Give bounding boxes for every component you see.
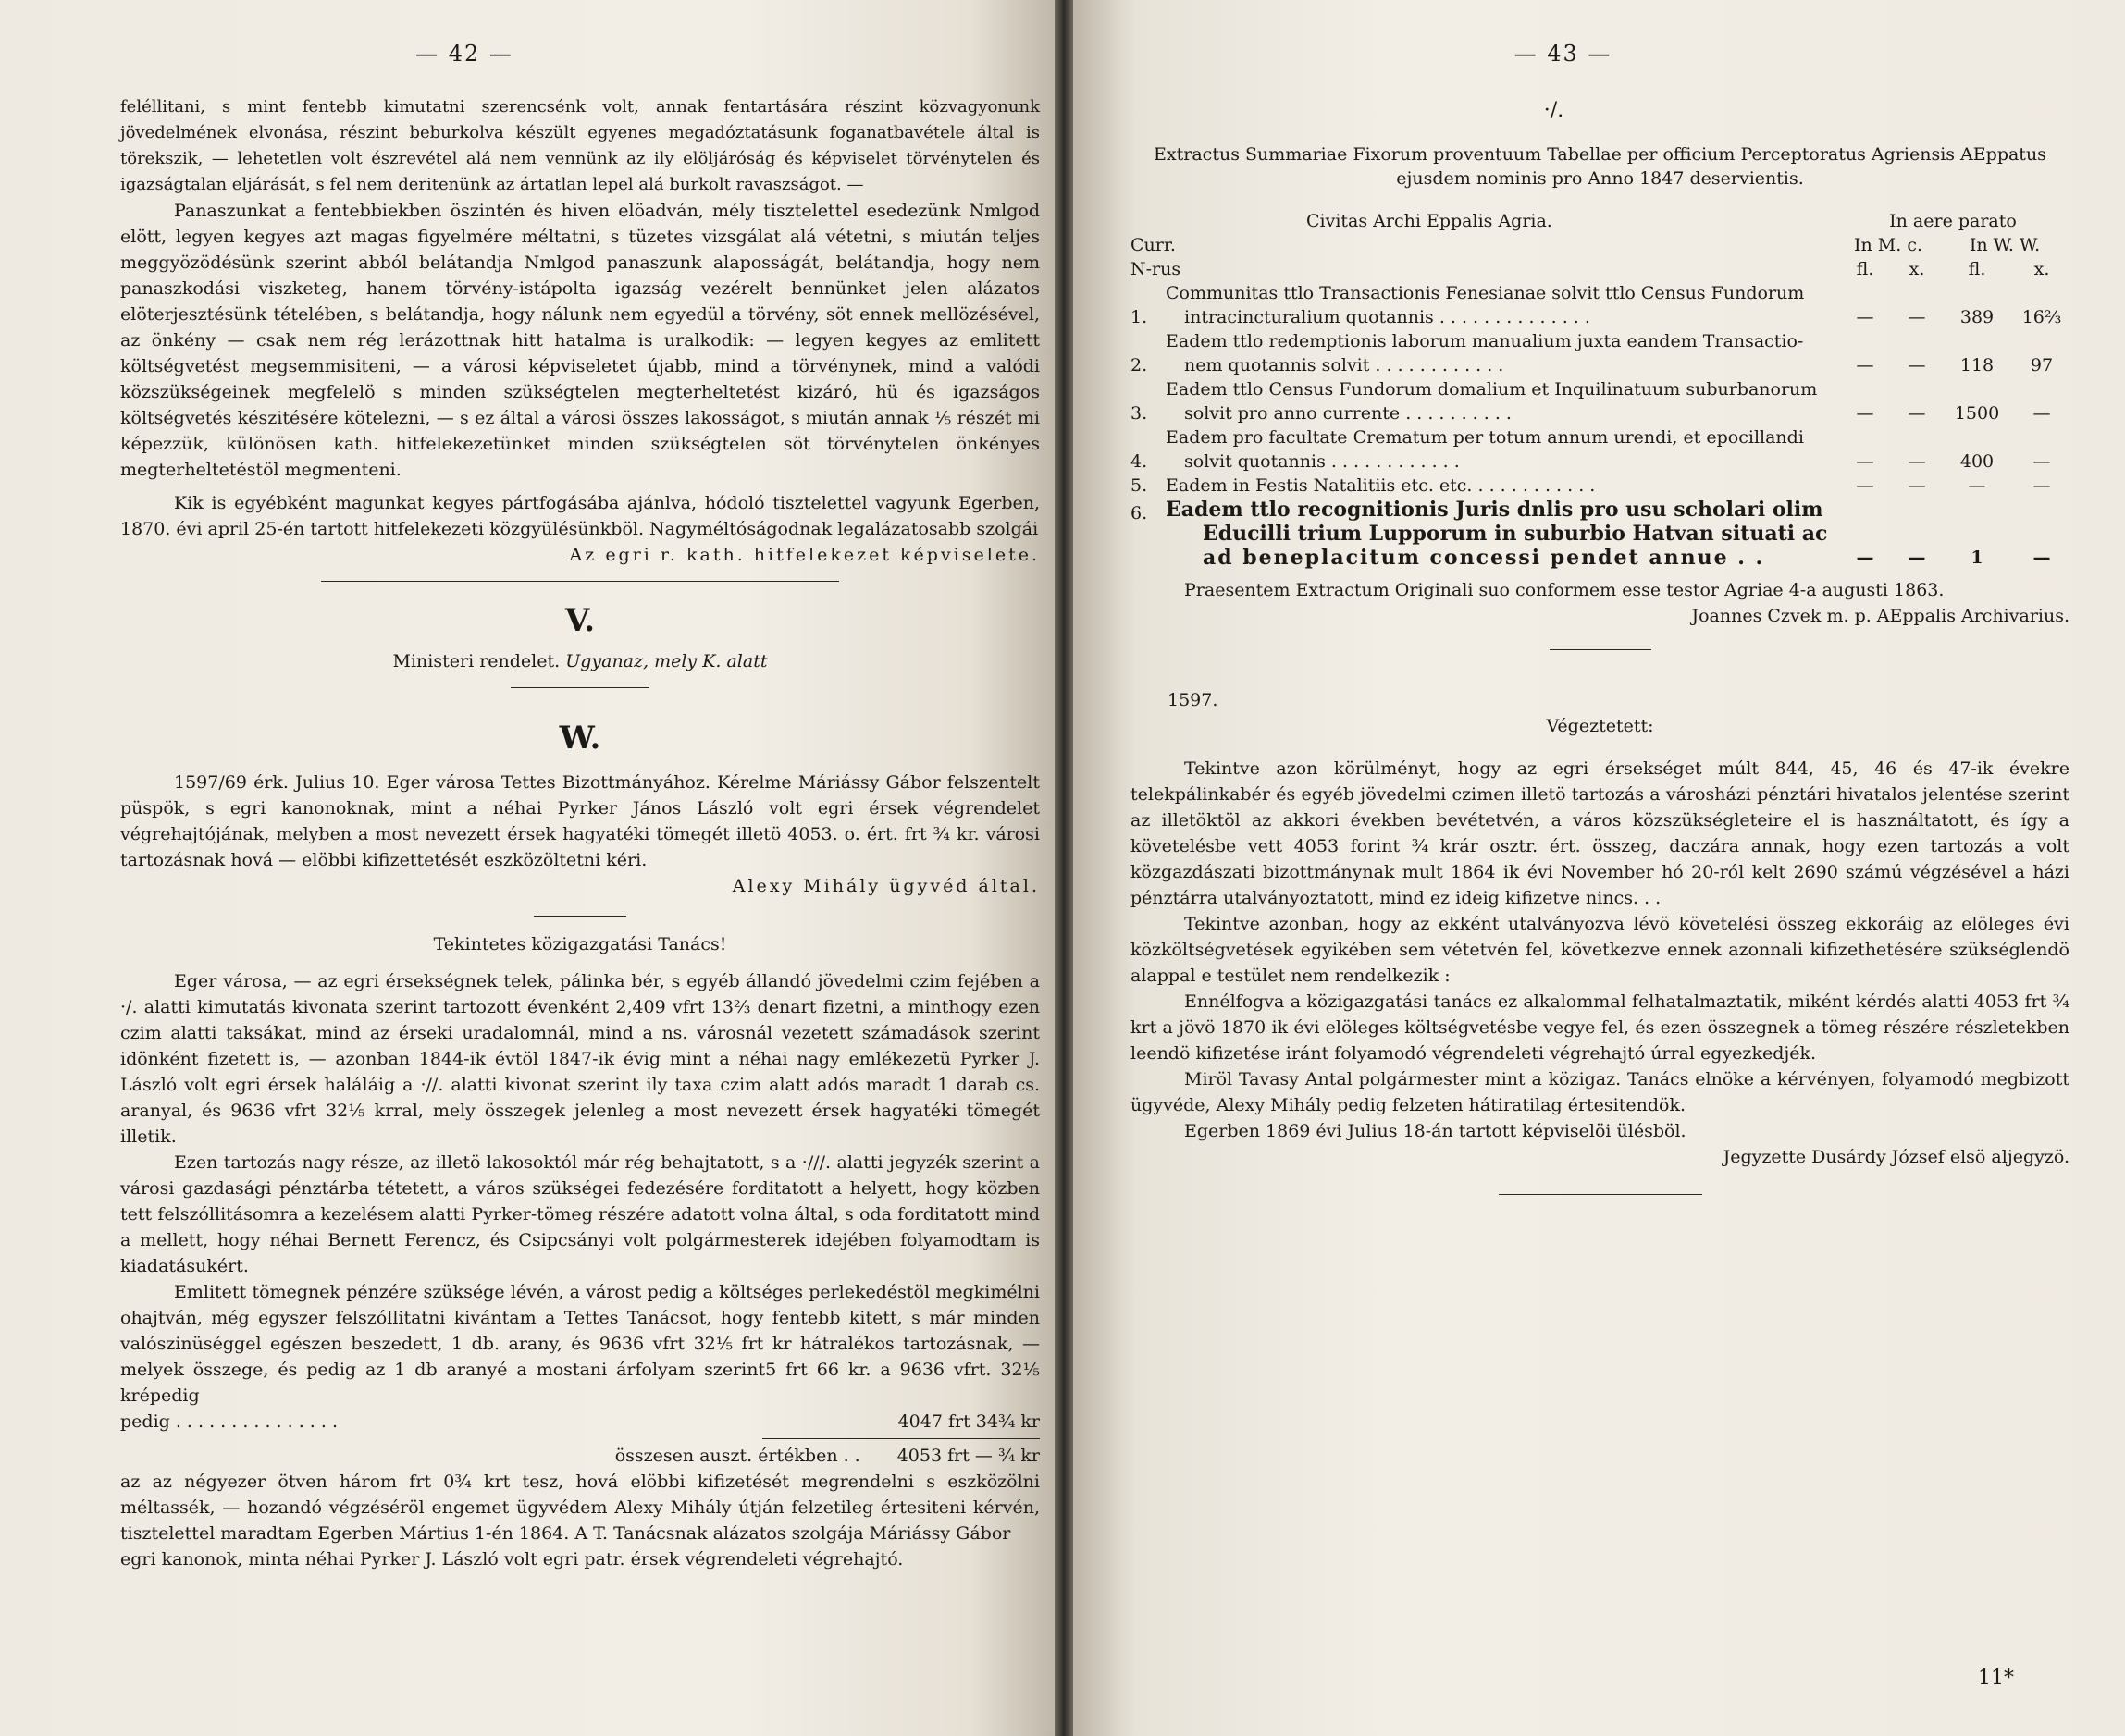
ww-x: — — [2032, 548, 2051, 568]
table-row — [1130, 329, 2069, 377]
short-divider — [511, 687, 649, 688]
extract-table — [1130, 209, 2069, 570]
ww-fl: 389 — [1959, 307, 1995, 327]
paragraph-1: feléllitani, s mint fentebb kimutatni szerencsénk volt, annak fentartására részint közvagyonunk jövedelmének elvonása, részint beburkolva készült egyenes megadóztatásunk foganatbavétele által is törekszik, — lehetetlen volt észrevétel alá nem vennünk az ily elöljáróság és képviselet törvénytelen és igazságtalan eljárását, s fel nem deritenünk az ártatlan lepel alá burkolt ravaszságot. — — [120, 97, 1040, 194]
table-row — [1130, 425, 2069, 474]
right-paragraph-1: Tekintve azon körülményt, hogy az egri érsekséget múlt 844, 45, 46 és 47-ik évekre telekpálinkabér és egyéb jövedelmi czimen illetö tartozás a városházi pénztári hivatalos jelentése szerint az illetöktöl az akkori években bevétetvén, a város közszükségleteire el is használtatott, és így a követelésbe vett 4053 forint ¾ krár osztr. ért. összeg, daczára annak, hogy ezen tartozás a volt közgazdászati bizottmánynak mult 1864 ik évi November hó 20-ról kelt 2690 számú végzésével a házi pénztárra utalványoztatott, mind ez ideig kifizetve nincs. . . — [1130, 758, 2069, 908]
ww-fl: 118 — [1959, 355, 1995, 376]
ww-fl: 400 — [1959, 451, 1995, 472]
item-text — [1166, 377, 1836, 425]
paragraph-5: Ezen tartozás nagy része, az illetö lakosoktól már rég behajtatott, s a ·///. alatti jegyzék szerint a városi gazdasági pénztárba tétetett, a város szükségei fedezésére forditatott a helyett, hogy közben tett felszóllitásomra a kezelésem alatti Pyrker-tömeg részére adatott volna által, s oda forditatott mind a mellett, hogy néhai Bernett Ferencz, és Csipcsányi volt polgármesterek idejében folyamodtam is kiadatásukért. — [120, 1152, 1040, 1276]
ww-fl: 1 — [1971, 548, 1983, 568]
paragraph-7-end: egri kanonok, minta néhai Pyrker J. László volt egri patr. érsek végrendeleti végrehajtó. — [120, 1549, 904, 1570]
item-line-2: intracincturalium quotannis . . . . . . . . . . . . . . — [1184, 307, 1590, 327]
divider — [321, 581, 839, 582]
in-ww-label: In W. W. — [1969, 235, 2041, 255]
ministeri-rendelet: Ministeri rendelet. — [392, 651, 561, 671]
item-number: 5. — [1130, 475, 1148, 496]
item-number: 6. — [1130, 503, 1148, 523]
paragraph-6: Emlitett tömegnek pénzére szüksége lévén, a várost pedig a költséges perlekedéstöl megkimélni ohajtván, még egyszer felszóllitatni kivántam a Tettes Tanácsot, hogy fentebb kitett, s már minden valószinüséggel egészen beszedett, 1 db. arany, és 9636 vfrt 32⅕ frt kr hátralékos tartozásnak, — melyek összege, és pedig az 1 db aranyé a mostani árfolyam szerint5 frt 66 kr. a 9636 vfrt. 32⅕ krépedig — [120, 1282, 1040, 1406]
x-header-2: x. — [2033, 259, 2050, 279]
ww-fl: — — [1968, 475, 1986, 496]
item-number: 1. — [1130, 307, 1148, 327]
mc-x: — — [1908, 548, 1926, 568]
item-line-1: Eadem ttlo redemptionis laborum manualium juxta eandem Transactio- — [1166, 331, 1804, 351]
paragraph-7: az az négyezer ötven három frt 0¾ krt tesz, hová elöbbi kifizetését megrendelni s eszközölni méltassék, — hozandó végzéséröl engemet ügyvédem Alexy Mihály útján felzetileg értesiteni kérvén, tisztelettel maradtam Egerben Mártius 1-én 1864. A T. Tanácsnak alázatos szolgája Máriássy Gábor — [120, 1471, 1040, 1544]
mc-fl: — — [1856, 451, 1874, 472]
mc-fl: — — [1856, 307, 1874, 327]
archivarius: Joannes Czvek m. p. AEppalis Archivarius. — [1691, 606, 2069, 626]
item-line-1: Eadem in Festis Natalitiis etc. etc. . . . . . . . . . . . — [1166, 475, 1596, 496]
total-value: 4053 frt — ¾ kr — [896, 1446, 1040, 1466]
total-label: összesen auszt. értékben . . — [614, 1446, 860, 1466]
table-row — [1130, 281, 2069, 329]
paragraph-3: Kik is egyébként magunkat kegyes pártfogásába ajánlva, hódoló tisztelettel vagyunk Egerben, 1870. évi april 25-én tartott hitfelekezeti közgyülésünkböl. Nagyméltóságodnak legalázatosabb szolgái — [120, 493, 1040, 539]
fl-header-2: fl. — [1968, 259, 1986, 279]
sum-rule — [762, 1438, 1040, 1439]
item-line-2: solvit quotannis . . . . . . . . . . . . — [1184, 451, 1460, 472]
fl-header-1: fl. — [1856, 259, 1874, 279]
item-number: 3. — [1130, 403, 1148, 424]
mc-x: — — [1908, 403, 1926, 424]
item-line-2: nem quotannis solvit . . . . . . . . . . . . — [1184, 355, 1504, 376]
end-divider — [1499, 1194, 1702, 1195]
x-header-1: x. — [1909, 259, 1925, 279]
item-line-1: Communitas ttlo Transactionis Fenesianae solvit ttlo Census Fundorum — [1166, 283, 1805, 303]
in-aere-parato: In aere parato — [1889, 211, 2017, 231]
right-signature: Jegyzette Dusárdy József elsö aljegyzö. — [1723, 1147, 2069, 1167]
mc-x: — — [1908, 307, 1926, 327]
left-page — [0, 0, 1055, 1736]
item-text — [1166, 425, 1836, 474]
item-number: 2. — [1130, 355, 1148, 376]
mc-fl: — — [1856, 355, 1874, 376]
right-paragraph-5: Egerben 1869 évi Julius 18-án tartott képviselöi ülésböl. — [1184, 1121, 1686, 1141]
ww-x: 16⅔ — [2021, 307, 2062, 327]
right-paragraph-4: Miröl Tavasy Antal polgármester mint a közigaz. Tanács elnöke a kérvényen, folyamodó megbizott ügyvéde, Alexy Mihály pedig felzeten hátiratilag értesitendök. — [1130, 1069, 2069, 1115]
table-row — [1130, 474, 2069, 498]
address: Tekintetes közigazgatási Tanács! — [433, 934, 727, 954]
civitas: Civitas Archi Eppalis Agria. — [1306, 211, 1552, 231]
ww-fl: 1500 — [1954, 403, 2000, 424]
mc-fl: — — [1856, 548, 1874, 568]
ww-x: — — [2032, 451, 2051, 472]
in-mc-label: In M. c. — [1854, 235, 1922, 255]
w-signature: Alexy Mihály ügyvéd által. — [732, 876, 1040, 896]
item-line-2: solvit pro anno currente . . . . . . . . . . — [1184, 403, 1512, 424]
short-divider-2 — [534, 916, 626, 917]
item6-line-2: Educilli trium Lupporum in suburbio Hatvan situati ac — [1203, 522, 1828, 546]
number-1597: 1597. — [1168, 690, 1218, 710]
book-gutter — [1055, 0, 1073, 1736]
item-text — [1166, 474, 1836, 498]
page-number-right: — 43 — — [1513, 41, 1612, 67]
item-text — [1166, 281, 1836, 329]
item-number: 4. — [1130, 451, 1148, 472]
nrus-label: N-rus — [1130, 259, 1181, 279]
right-page — [1073, 0, 2125, 1736]
extract-title-2: ejusdem nominis pro Anno 1847 deservientis. — [1396, 168, 1804, 189]
item6-line-1: Eadem ttlo recognitionis Juris dnlis pro usu scholari olim — [1166, 498, 1823, 522]
extract-title-1: Extractus Summariae Fixorum proventuum Tabellae per officium Perceptoratus Agriensis AEppatus — [1154, 144, 2046, 165]
section-v-text — [120, 648, 1040, 674]
praesentem: Praesentem Extractum Originali suo conformem esse testor Agriae 4-a augusti 1863. — [1184, 580, 1945, 600]
ww-x: — — [2032, 403, 2051, 424]
right-paragraph-3: Ennélfogva a közigazgatási tanács ez alkalommal felhatalmaztatik, miként kérdés alatti 4053 frt ¾ krt a jövö 1870 ik évi elöleges költségvetésbe vegye fel, és ezen összegnek a tömeg részére részletekben leendö kifizetése iránt folyamodó végrendeleti végrehajtó úrral egyezkedjék. — [1130, 991, 2069, 1064]
section-v-heading: V. — [564, 602, 596, 639]
signature-1: Az egri r. kath. hitfelekezet képviselete. — [569, 545, 1040, 565]
ww-x: — — [2032, 475, 2051, 496]
pedig-label: pedig . . . . . . . . . . . . . . . — [120, 1411, 338, 1432]
annex-mark: ·/. — [1543, 99, 1564, 122]
table-row — [1130, 498, 2069, 570]
ugyanaz-text: Ugyanaz, mely K. alatt — [565, 651, 768, 671]
signature-mark: 11* — [1978, 1667, 2014, 1690]
mc-x: — — [1908, 451, 1926, 472]
item-text-bold — [1166, 498, 1836, 570]
mc-fl: — — [1856, 475, 1874, 496]
item-line-1: Eadem ttlo Census Fundorum domalium et Inquilinatuum suburbanorum — [1166, 379, 1818, 400]
pedig-line — [120, 1409, 1040, 1434]
section-w-heading: W. — [559, 720, 601, 757]
mc-x: — — [1908, 475, 1926, 496]
w-paragraph: 1597/69 érk. Julius 10. Eger városa Tettes Bizottmányához. Kérelme Máriássy Gábor felszentelt püspök, s egri kanonoknak, mint a néhai Pyrker János László volt egri érsek végrendelet végrehajtójának, melyben a most nevezett érsek hagyatéki tömegét illetö 4053. o. ért. frt ¾ kr. városi tartozásnak hová — elöbbi kifizettetését eszközöltetni kéri. — [120, 772, 1040, 870]
short-divider-3 — [1550, 649, 1651, 650]
total-line — [120, 1443, 1040, 1469]
right-paragraph-2: Tekintve azonban, hogy az ekként utalványozva lévö követelési összeg ekkoráig az elöleges évi közköltségvetések egyikében sem vétetvén fel, következve ennek azonnali kifizethetésére szükséglendö alappal e testület nem rendelkezik : — [1130, 914, 2069, 986]
item6-line-3: ad beneplacitum concessi pendet annue . . — [1203, 546, 1765, 570]
page-number-left: — 42 — — [415, 41, 513, 67]
ww-x: 97 — [2030, 355, 2054, 376]
paragraph-2: Panaszunkat a fentebbiekben öszintén és hiven elöadván, mély tisztelettel esedezünk Nmlgod elött, legyen kegyes azt magas figyelmére méltatni, s tüzetes vizsgálat alá vétetni, s miután teljes meggyözödésünk szerint abból belátandja Nmlgod panaszunk alaposságát, belátandja, hogy nem panaszkodási viszketeg, hanem törvény-istápolta igazság vezérelt bennünket jelen alázatos elöterjesztésünk tételében, s belátandja, hogy nálunk nem egyedül a törvény, söt ennek mellözésével, az önkény — csak nem rég lerázottnak hitt hatalma is uralkodik: — legyen kegyes az emlitett költségvetést megsemmisiteni, — a városi képviseletet újabb, mind a törvénynek, mind a valódi közszükségeinek megfelelö s minden szükségtelen megterheltetést kizáró, hü és igazságos költségvetés készitésére kötelezni, — s ez által a városi összes lakosságot, s miután annak ⅕ részét mi képezzük, különösen kath. hitfelekezetünket minden szükségtelen söt törvénytelen önkényes megterheltetéstöl megmenteni. — [120, 201, 1040, 480]
paragraph-4: Eger városa, — az egri érsekségnek telek, pálinka bér, s egyéb állandó jövedelmi czim fejében a ·/. alatti kimutatás kivonata szerint tartozott évenként 2,409 vfrt 13⅔ denart fizetni, a minthogy ezen czim alatti taksákat, mind az érseki uradalomnál, mind a ns. városnál vezetett számadások szerint idönként fizetett is, — azonban 1844-ik évtöl 1847-ik évig mint a néhai nagy emlékezetü Pyrker J. László volt egri érsek haláláig a ·//. alatti kivonat szerint ily taxa czim alatt adós maradt 1 darab cs. aranyal, és 9636 vfrt 32⅕ krral, mely összegek jelenleg a most nevezett érsek hagyatéki tömegét illetik. — [120, 971, 1040, 1147]
table-row — [1130, 377, 2069, 425]
pedig-value: 4047 frt 34¾ kr — [897, 1411, 1040, 1432]
mc-x: — — [1908, 355, 1926, 376]
item-text — [1166, 329, 1836, 377]
item-line-1: Eadem pro facultate Crematum per totum annum urendi, et epocillandi — [1166, 427, 1804, 448]
curr-label: Curr. — [1130, 235, 1176, 255]
vegzetett: Végeztetett: — [1546, 716, 1654, 736]
mc-fl: — — [1856, 403, 1874, 424]
